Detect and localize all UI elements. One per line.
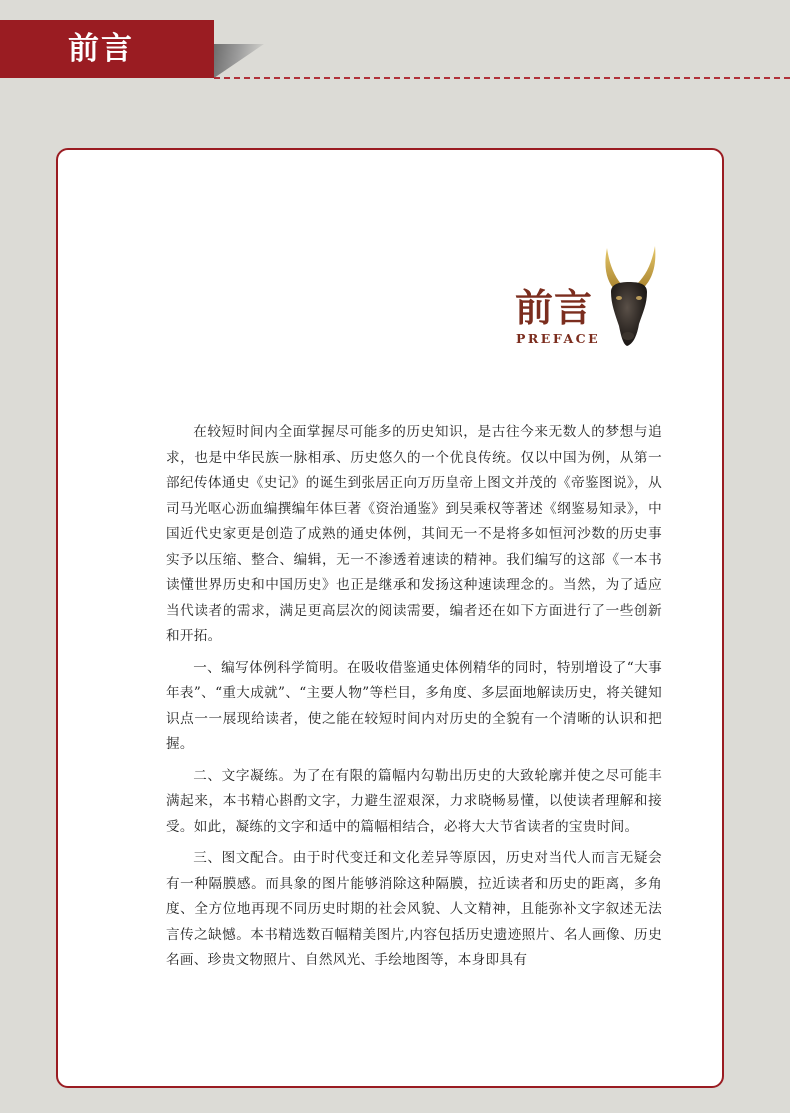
paragraph-point-1: 一、编写体例科学简明。在吸收借鉴通史体例精华的同时，特别增设了“大事年表”、“重大成就”、“主要人物”等栏目，多角度、多层面地解读历史，将关键知识点一一展现给读者，使之能在较短时间内对历史的全貌有一个清晰的认识和把握。 xyxy=(166,659,662,752)
header-dashed-rule xyxy=(214,77,790,79)
header-shadow xyxy=(214,44,264,78)
preface-title: 前言 xyxy=(515,285,594,330)
preface-subtitle: PREFACE xyxy=(516,331,601,346)
page-title: 前言 xyxy=(68,31,134,67)
paragraph-intro: 在较短时间内全面掌握尽可能多的历史知识，是古往今来无数人的梦想与追求，也是中华民族一脉相承、历史悠久的一个优良传统。仅以中国为例，从第一部纪传体通史《史记》的诞生到张居正向万历皇帝上图文并茂的《帝鉴图说》，从司马光呕心沥血编撰编年体巨著《资治通鉴》到吴乘权等著述《纲鉴易知录》，中国近代史家更是创造了成熟的通史体例，其间无一不是将多如恒河沙数的历史事实予以压缩、整合、编辑，无一不渗透着速读的精神。我们编写的这部《一本书读懂世界历史和中国历史》也正是继承和发扬这种速读理念的。当然，为了适应当代读者的需求，满足更高层次的阅读需要，编者还在如下方面进行了一些创新和开拓。 xyxy=(166,424,662,644)
paragraph-point-3: 三、图文配合。由于时代变迁和文化差异等原因，历史对当代人而言无疑会有一种隔膜感。而具象的图片能够消除这种隔膜，拉近读者和历史的距离，多角度、全方位地再现不同历史时期的社会风貌、人文精神，且能弥补文字叙述无法言传之缺憾。本书精选数百幅精美图片,内容包括历史遗迹照片、名人画像、历史名画、珍贵文物照片、自然风光、手绘地图等，本身即具有 xyxy=(166,850,662,968)
bull-head-icon xyxy=(597,244,661,348)
preface-body xyxy=(166,420,662,980)
paragraph-point-2: 二、文字凝练。为了在有限的篇幅内勾勒出历史的大致轮廓并使之尽可能丰满起来，本书精心斟酌文字，力避生涩艰深，力求晓畅易懂，以使读者理解和接受。如此，凝练的文字和适中的篇幅相结合，必将大大节省读者的宝贵时间。 xyxy=(166,767,662,835)
